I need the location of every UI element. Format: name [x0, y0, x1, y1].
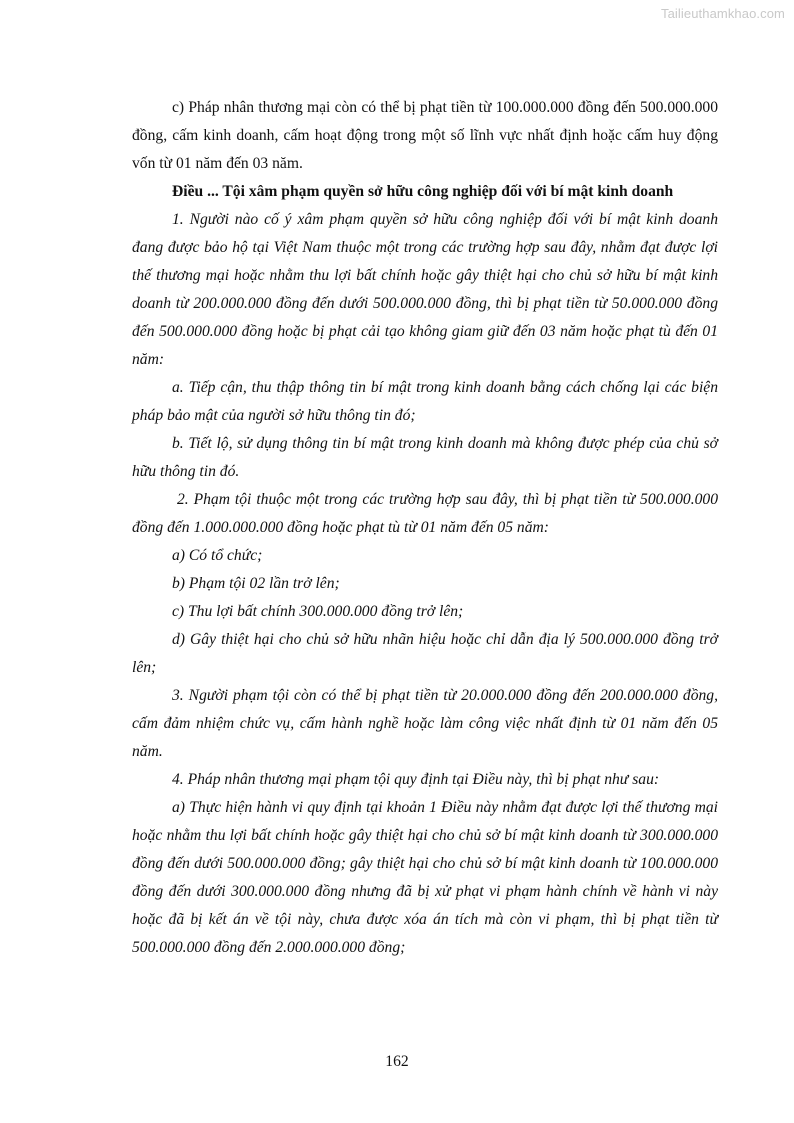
clause-2-point-c: c) Thu lợi bất chính 300.000.000 đồng trở lên; — [172, 603, 464, 620]
clause-4-point-a: a) Thực hiện hành vi quy định tại khoản 1 Điều này nhằm đạt được lợi thế thương mại hoặc nhằm thu lợi bất chính hoặc gây thiệt hại cho chủ sở bí mật kinh doanh từ 300.000.000 đồng đến dưới 500.000.000 đồng; gây thiệt hại cho chủ sở bí mật kinh doanh từ 100.000.000 đồng đến dưới 300.000.000 đồng nhưng đã bị xử phạt vi phạm hành chính về hành vi này hoặc đã bị kết án về tội này, chưa được xóa án tích mà còn vi phạm, thì bị phạt tiền từ 500.000.000 đồng đến 2.000.000.000 đồng; — [132, 799, 718, 956]
page-number: 162 — [385, 1053, 409, 1070]
watermark: Tailieuthamkhao.com — [660, 6, 785, 21]
clause-2-point-d: d) Gây thiệt hại cho chủ sở hữu nhãn hiệu hoặc chỉ dẫn địa lý 500.000.000 đồng trở lên; — [132, 631, 718, 676]
paragraph-c-penalty: c) Pháp nhân thương mại còn có thể bị phạt tiền từ 100.000.000 đồng đến 500.000.000 đồng, cấm kinh doanh, cấm hoạt động trong một số lĩnh vực nhất định hoặc cấm huy động vốn từ 01 năm đến 03 năm. — [132, 99, 718, 172]
clause-2-point-b: b) Phạm tội 02 lần trở lên; — [172, 575, 340, 592]
clause-3: 3. Người phạm tội còn có thể bị phạt tiền từ 20.000.000 đồng đến 200.000.000 đồng, cấm đảm nhiệm chức vụ, cấm hành nghề hoặc làm công việc nhất định từ 01 năm đến 05 năm. — [132, 687, 718, 760]
clause-4: 4. Pháp nhân thương mại phạm tội quy định tại Điều này, thì bị phạt như sau: — [172, 771, 660, 788]
clause-2-point-a: a) Có tổ chức; — [172, 547, 263, 564]
clause-1-point-a: a. Tiếp cận, thu thập thông tin bí mật trong kinh doanh bằng cách chống lại các biện pháp bảo mật của người sở hữu thông tin đó; — [132, 379, 718, 424]
page-content — [132, 94, 722, 962]
clause-1-point-b: b. Tiết lộ, sử dụng thông tin bí mật trong kinh doanh mà không được phép của chủ sở hữu thông tin đó. — [132, 435, 718, 480]
clause-2: 2. Phạm tội thuộc một trong các trường hợp sau đây, thì bị phạt tiền từ 500.000.000 đồng đến 1.000.000.000 đồng hoặc phạt tù từ 01 năm đến 05 năm: — [132, 491, 722, 536]
clause-1: 1. Người nào cố ý xâm phạm quyền sở hữu công nghiệp đối với bí mật kinh doanh đang được bảo hộ tại Việt Nam thuộc một trong các trường hợp sau đây, nhằm đạt được lợi thế thương mại hoặc nhằm thu lợi bất chính hoặc gây thiệt hại cho chủ sở hữu bí mật kinh doanh từ 200.000.000 đồng đến dưới 500.000.000 đồng, thì bị phạt tiền từ 50.000.000 đồng đến 500.000.000 đồng hoặc bị phạt cải tạo không giam giữ đến 03 năm hoặc phạt tù đến 01 năm: — [132, 211, 718, 368]
article-heading: Điều ... Tội xâm phạm quyền sở hữu công nghiệp đối với bí mật kinh doanh — [172, 183, 674, 200]
